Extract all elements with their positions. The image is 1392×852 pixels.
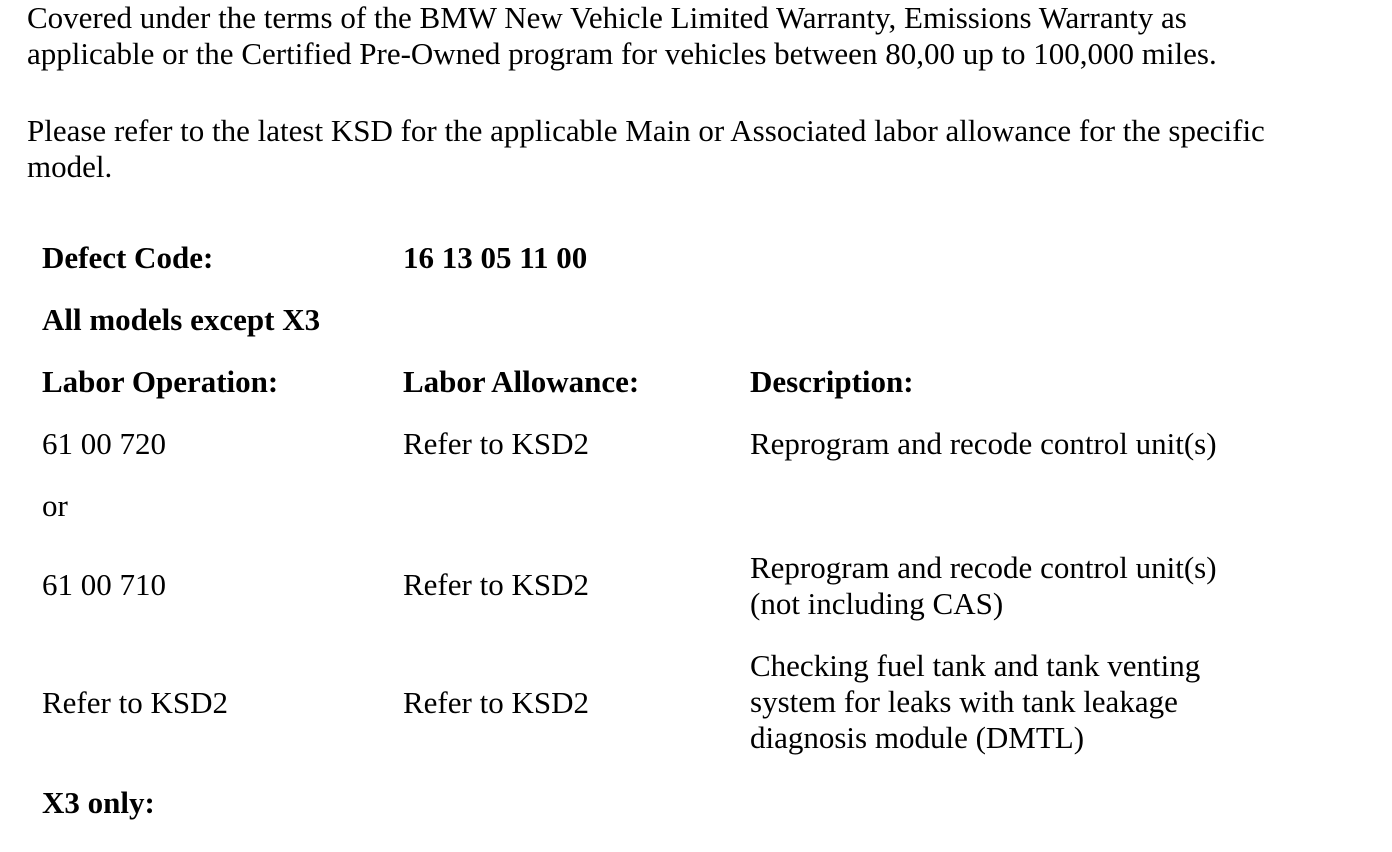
- row-1-allowance: Refer to KSD2: [403, 426, 589, 461]
- defect-code-label: Defect Code:: [42, 240, 214, 275]
- ksd-line-1: Please refer to the latest KSD for the applicable Main or Associated labor allowance for the specific: [27, 113, 1265, 148]
- row-3-description: [750, 648, 1200, 756]
- defect-code-value: 16 13 05 11 00: [403, 240, 588, 275]
- row-1-operation: 61 00 720: [42, 426, 166, 461]
- intro-line-1: Covered under the terms of the BMW New Vehicle Limited Warranty, Emissions Warranty as: [27, 0, 1187, 35]
- header-labor-allowance: Labor Allowance:: [403, 364, 640, 399]
- or-separator: or: [42, 488, 68, 523]
- ksd-paragraph: [27, 113, 1265, 185]
- section-x3-heading: X3 only:: [42, 785, 155, 820]
- header-labor-operation: Labor Operation:: [42, 364, 279, 399]
- row-2-allowance: Refer to KSD2: [403, 567, 589, 602]
- row-3-operation: Refer to KSD2: [42, 685, 228, 720]
- intro-paragraph: [27, 0, 1217, 72]
- row-3-description-line-1: Checking fuel tank and tank venting: [750, 648, 1201, 683]
- row-2-description: [750, 550, 1217, 622]
- row-2-description-line-2: (not including CAS): [750, 586, 1004, 621]
- row-3-description-line-2: system for leaks with tank leakage: [750, 684, 1178, 719]
- header-description: Description:: [750, 364, 914, 399]
- row-3-description-line-3: diagnosis module (DMTL): [750, 720, 1085, 755]
- row-2-description-line-1: Reprogram and recode control unit(s): [750, 550, 1217, 585]
- intro-line-2: applicable or the Certified Pre-Owned program for vehicles between 80,00 up to 100,000 miles.: [27, 36, 1217, 71]
- section-all-models-heading: All models except X3: [42, 302, 321, 337]
- row-1-description: Reprogram and recode control unit(s): [750, 426, 1217, 461]
- row-2-operation: 61 00 710: [42, 567, 166, 602]
- row-3-allowance: Refer to KSD2: [403, 685, 589, 720]
- ksd-line-2: model.: [27, 149, 113, 184]
